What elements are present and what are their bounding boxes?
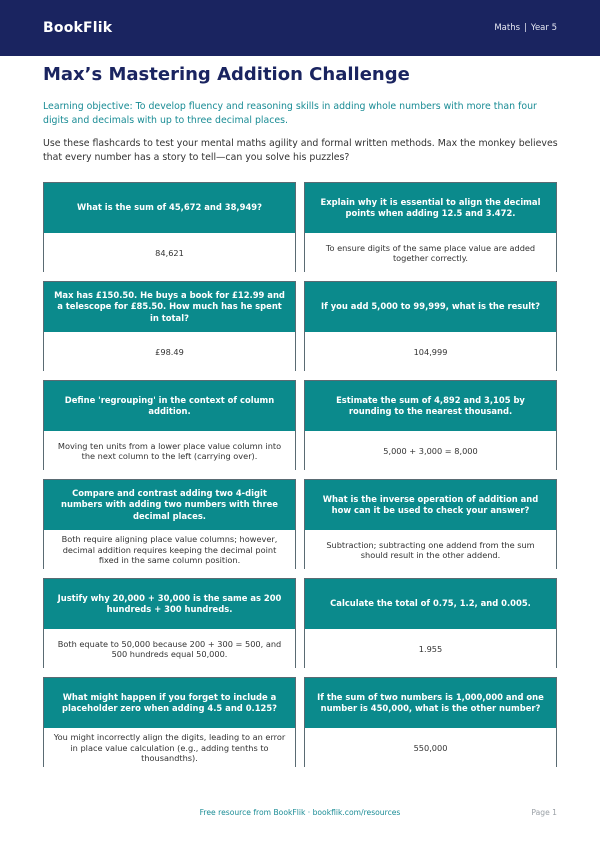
- flashcard-answer: 550,000: [305, 728, 556, 768]
- flashcard-question: Calculate the total of 0.75, 1.2, and 0.005.: [305, 579, 556, 629]
- flashcard[interactable]: [304, 479, 557, 569]
- breadcrumb: [494, 23, 557, 33]
- flashcard-answer: To ensure digits of the same place value are added together correctly.: [305, 233, 556, 273]
- learning-objective: Learning objective: To develop fluency and reasoning skills in adding whole numbers with more than four digits and decimals with up to three decimal places.: [43, 101, 537, 126]
- flashcard-answer: Subtraction; subtracting one addend from the sum should result in the other addend.: [305, 530, 556, 570]
- flashcard-question: What might happen if you forget to include a placeholder zero when adding 4.5 and 0.125?: [44, 678, 295, 728]
- flashcard-answer: Both equate to 50,000 because 200 + 300 = 500, and 500 hundreds equal 50,000.: [44, 629, 295, 669]
- flashcard-question: If you add 5,000 to 99,999, what is the result?: [305, 282, 556, 332]
- flashcard[interactable]: [304, 578, 557, 668]
- flashcard[interactable]: [43, 380, 296, 470]
- flashcard[interactable]: [43, 479, 296, 569]
- breadcrumb-separator: |: [524, 23, 527, 33]
- flashcard[interactable]: [304, 281, 557, 371]
- flashcard-question: Estimate the sum of 4,892 and 3,105 by rounding to the nearest thousand.: [305, 381, 556, 431]
- flashcard-question: Explain why it is essential to align the decimal points when adding 12.5 and 3.472.: [305, 183, 556, 233]
- flashcard-answer: 84,621: [44, 233, 295, 273]
- footer-link[interactable]: Free resource from BookFlik · bookflik.com/resources: [199, 808, 401, 817]
- flashcard[interactable]: [43, 677, 296, 767]
- flashcard[interactable]: [43, 578, 296, 668]
- flashcard-question: Max has £150.50. He buys a book for £12.99 and a telescope for £85.50. How much has he spent in total?: [44, 282, 295, 332]
- flashcard-answer: Moving ten units from a lower place value column into the next column to the left (carrying over).: [44, 431, 295, 471]
- flashcard-answer: Both require aligning place value columns; however, decimal addition requires keeping the decimal point fixed in the same column position.: [44, 530, 295, 570]
- flashcard[interactable]: [43, 182, 296, 272]
- page-title: Max’s Mastering Addition Challenge: [43, 64, 410, 85]
- breadcrumb-year: Year 5: [530, 23, 557, 33]
- page-number: Page 1: [531, 808, 557, 817]
- flashcard-question: Define 'regrouping' in the context of column addition.: [44, 381, 295, 431]
- flashcard[interactable]: [304, 380, 557, 470]
- flashcard[interactable]: [304, 182, 557, 272]
- flashcard-answer: 104,999: [305, 332, 556, 372]
- site-header: [0, 0, 600, 56]
- brand-logo[interactable]: BookFlik: [43, 20, 113, 36]
- flashcard-answer: You might incorrectly align the digits, leading to an error in place value calculation (e.g., adding tenths to thousandths).: [44, 728, 295, 768]
- breadcrumb-subject: Maths: [494, 23, 521, 33]
- flashcard-question: What is the inverse operation of addition and how can it be used to check your answer?: [305, 480, 556, 530]
- flashcard-question: Compare and contrast adding two 4-digit numbers with adding two numbers with three decimal places.: [44, 480, 295, 530]
- flashcard-answer: £98.49: [44, 332, 295, 372]
- flashcard-answer: 1.955: [305, 629, 556, 669]
- flashcard[interactable]: [43, 281, 296, 371]
- flashcard-question: What is the sum of 45,672 and 38,949?: [44, 183, 295, 233]
- flashcard-question: Justify why 20,000 + 30,000 is the same as 200 hundreds + 300 hundreds.: [44, 579, 295, 629]
- flashcard-answer: 5,000 + 3,000 = 8,000: [305, 431, 556, 471]
- flashcard-question: If the sum of two numbers is 1,000,000 and one number is 450,000, what is the other number?: [305, 678, 556, 728]
- flashcard[interactable]: [304, 677, 557, 767]
- intro-text: Use these flashcards to test your mental maths agility and formal written methods. Max the monkey believes that every number has a story to tell—can you solve his puzzles?: [43, 138, 558, 163]
